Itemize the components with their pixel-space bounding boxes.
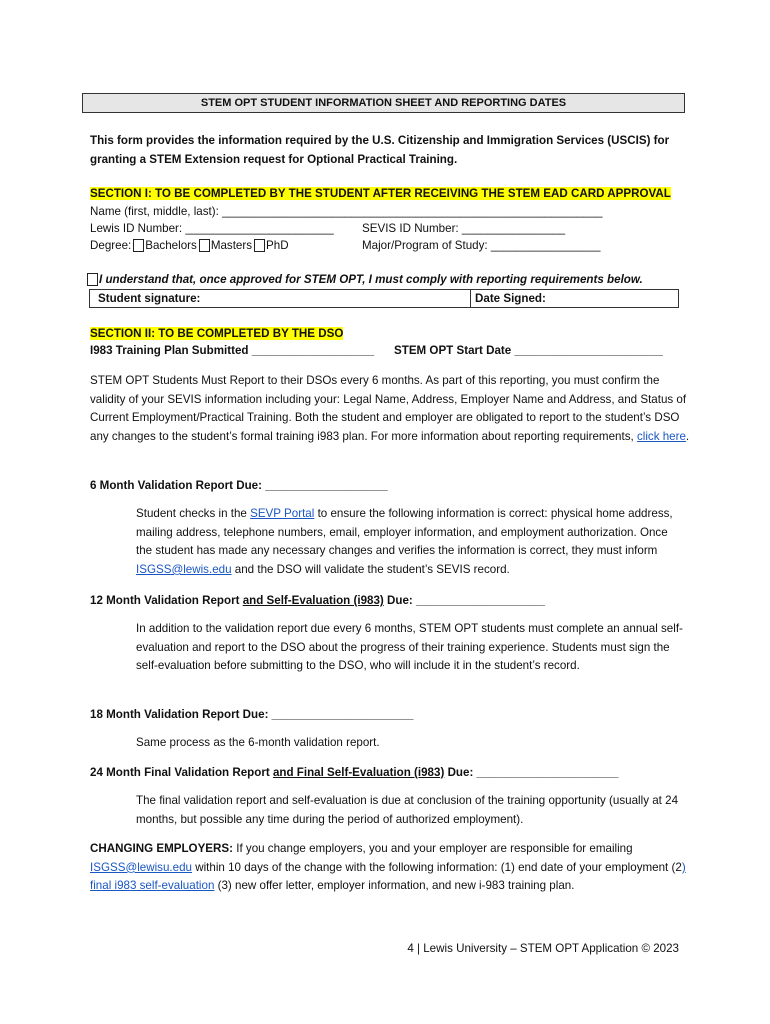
- signature-table: [89, 289, 679, 308]
- changing-employers-paragraph: [90, 840, 690, 896]
- twelve-month-label-a: 12 Month Validation Report: [90, 594, 240, 607]
- i983-training-plan-field[interactable]: I983 Training Plan Submitted ___________________: [90, 344, 375, 357]
- sevp-portal-link[interactable]: SEVP Portal: [250, 507, 315, 520]
- twelve-month-paragraph: In addition to the validation report due every 6 months, STEM OPT students must complete an annual self-evaluation and report to the DSO about the progress of their training experience. Students must sign the self-evaluation before submitting to the DSO, who will include it in the student’s record.: [136, 622, 683, 673]
- eighteen-month-report-field[interactable]: 18 Month Validation Report Due: ______________________: [90, 708, 414, 721]
- six-month-text-after: and the DSO will validate the student’s SEVIS record.: [234, 562, 510, 576]
- masters-label: Masters: [210, 239, 253, 252]
- changing-employers-text-3: (3) new offer letter, employer information, and new i-983 training plan.: [217, 879, 575, 893]
- six-month-paragraph: [136, 505, 686, 579]
- eighteen-month-paragraph: Same process as the 6-month validation report.: [136, 736, 380, 749]
- twenty-four-month-label-b: and Final Self-Evaluation (i983): [272, 766, 445, 779]
- degree-label: Degree:: [90, 239, 132, 252]
- changing-employers-text-1: If you change employers, you and your employer are responsible for emailing: [236, 842, 633, 855]
- twelve-month-report-field[interactable]: [90, 592, 545, 610]
- reporting-paragraph: [90, 372, 690, 446]
- changing-employers-text-2: within 10 days of the change with the following information: (1) end date of your employment (2: [195, 860, 682, 874]
- sevis-id-field[interactable]: SEVIS ID Number: ________________: [362, 222, 566, 235]
- final-i983-link[interactable]: ) final i983 self-evaluation: [90, 860, 686, 893]
- student-signature-cell[interactable]: Student signature:: [90, 290, 471, 307]
- name-field[interactable]: Name (first, middle, last): ___________________________________________________________: [90, 205, 603, 218]
- bachelors-checkbox[interactable]: [133, 239, 144, 252]
- reporting-period: .: [685, 429, 690, 443]
- date-signed-cell[interactable]: Date Signed:: [475, 292, 546, 305]
- twenty-four-month-paragraph: The final validation report and self-evaluation is due at conclusion of the training opportunity (usually at 24 months, but possible any time during the period of authorized employment).: [136, 794, 679, 826]
- degree-row: [90, 237, 289, 255]
- reporting-text: STEM OPT Students Must Report to their DSOs every 6 months. As part of this reporting, you must confirm the validity of your SEVIS information including your: Legal Name, Address, Employer Name and Address, and Status of Current Employment/Practical Training. Both the student and employer are obligated to report to the student’s DSO any changes to the student’s formal training i983 plan. For more information about reporting requirements,: [90, 374, 687, 443]
- section-1-heading-wrap: [90, 185, 690, 204]
- twenty-four-month-label-a: 24 Month Final Validation Report: [90, 766, 270, 779]
- acknowledge-row: [87, 271, 643, 289]
- phd-checkbox[interactable]: [254, 239, 265, 252]
- page-title: STEM OPT STUDENT INFORMATION SHEET AND REPORTING DATES: [82, 93, 685, 113]
- page-footer: 4 | Lewis University – STEM OPT Application © 2023: [407, 942, 679, 955]
- six-month-report-field[interactable]: 6 Month Validation Report Due: ___________________: [90, 479, 388, 492]
- acknowledge-text: I understand that, once approved for STEM OPT, I must comply with reporting requirements below.: [99, 273, 643, 286]
- lewis-id-field[interactable]: Lewis ID Number: _______________________: [90, 222, 334, 235]
- click-here-link[interactable]: click here: [636, 429, 686, 443]
- twenty-four-month-label-c: Due: ______________________: [447, 766, 619, 779]
- twelve-month-label-c: Due: ____________________: [387, 594, 545, 607]
- twenty-four-month-report-field[interactable]: [90, 764, 618, 782]
- changing-employers-label: CHANGING EMPLOYERS:: [90, 842, 233, 855]
- major-field[interactable]: Major/Program of Study: _________________: [362, 239, 601, 252]
- section-2-heading-wrap: [90, 325, 690, 344]
- isgss-lewisu-email-link[interactable]: ISGSS@lewisu.edu: [90, 860, 192, 874]
- twelve-month-label-b: and Self-Evaluation (i983): [242, 594, 384, 607]
- isgss-email-link[interactable]: ISGSS@lewis.edu: [136, 562, 232, 576]
- phd-label: PhD: [266, 239, 289, 252]
- masters-checkbox[interactable]: [199, 239, 210, 252]
- six-month-text-mid: to ensure the following information is correct: physical home address, mailing address, telephone numbers, email, employer information, and employment authorization. Once the student has made any necessary changes and verifies the information is correct, they must inform: [136, 507, 673, 558]
- intro-text: This form provides the information required by the U.S. Citizenship and Immigration Services (USCIS) for granting a STEM Extension request for Optional Practical Training.: [90, 134, 670, 166]
- acknowledge-checkbox[interactable]: [87, 273, 98, 286]
- stem-opt-start-date-field[interactable]: STEM OPT Start Date _______________________: [394, 344, 663, 357]
- six-month-text-before: Student checks in the: [136, 507, 247, 520]
- section-1-heading: SECTION I: TO BE COMPLETED BY THE STUDENT AFTER RECEIVING THE STEM EAD CARD APPROVAL: [90, 187, 671, 200]
- bachelors-label: Bachelors: [145, 239, 197, 252]
- section-2-heading: SECTION II: TO BE COMPLETED BY THE DSO: [90, 327, 344, 340]
